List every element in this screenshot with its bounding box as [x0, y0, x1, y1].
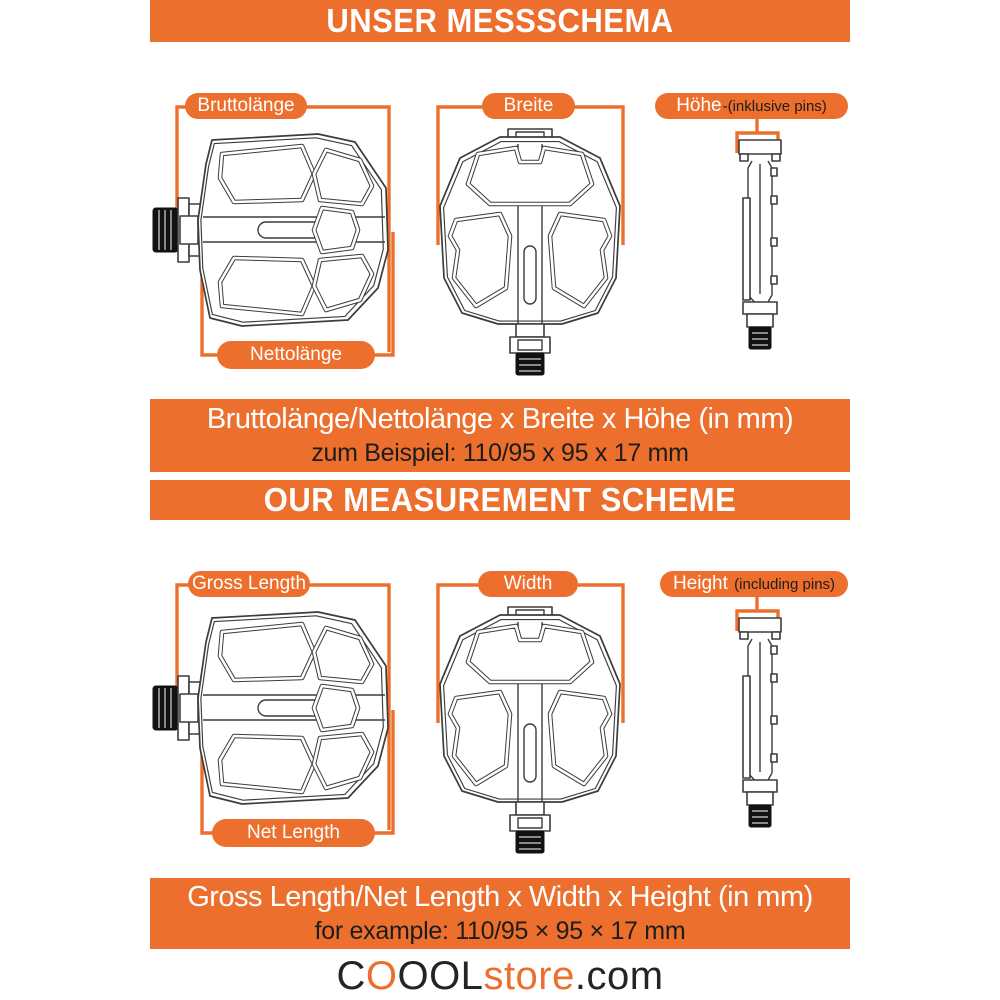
logo-part-o: O — [365, 953, 398, 998]
net-length-pill-en — [212, 819, 375, 847]
net-length-label-en: Net Length — [247, 822, 340, 843]
formula-banner-de — [150, 399, 850, 472]
net-length-pill-de — [217, 341, 375, 369]
width-pill-de — [482, 93, 575, 119]
height-label-de: Höhe — [676, 95, 722, 116]
formula-line2-en: for example: 110/95 × 95 × 17 mm — [314, 917, 686, 945]
pedal-views-drawing — [153, 585, 781, 853]
width-pill-en — [478, 571, 578, 597]
height-pill-de — [655, 93, 848, 119]
height-label-en: Height — [672, 573, 728, 594]
width-label-en: Width — [503, 573, 553, 594]
net-length-label-de: Nettolänge — [250, 344, 342, 365]
gross-length-pill-en — [188, 571, 310, 597]
header-banner-en — [150, 480, 850, 520]
header-title-en: OUR MEASUREMENT SCHEME — [263, 480, 737, 519]
formula-line1-en: Gross Length/Net Length x Width x Height (in mm) — [187, 881, 813, 913]
height-suffix-en: (including pins) — [734, 575, 836, 593]
store-logo — [0, 952, 1000, 1000]
logo-part-domain: .com — [574, 953, 664, 998]
height-suffix-de: -(inklusive pins) — [722, 97, 827, 115]
width-label-de: Breite — [503, 95, 554, 116]
gross-length-label-en: Gross Length — [191, 573, 307, 594]
gross-length-label-de: Bruttolänge — [197, 95, 295, 116]
header-banner-de — [150, 0, 850, 42]
gross-length-pill-de — [185, 93, 307, 119]
pedal-views-drawing — [153, 107, 781, 375]
formula-banner-en — [150, 878, 850, 949]
header-title-de: UNSER MESSSCHEMA — [326, 1, 674, 40]
logo-part-store: store — [483, 953, 575, 998]
logo-part-c: C — [336, 953, 366, 998]
formula-line2-de: zum Beispiel: 110/95 x 95 x 17 mm — [311, 439, 689, 467]
height-pill-en — [660, 571, 848, 597]
formula-line1-de: Bruttolänge/Nettolänge x Breite x Höhe (in mm) — [206, 403, 794, 435]
logo-part-ool: OOL — [397, 953, 484, 998]
